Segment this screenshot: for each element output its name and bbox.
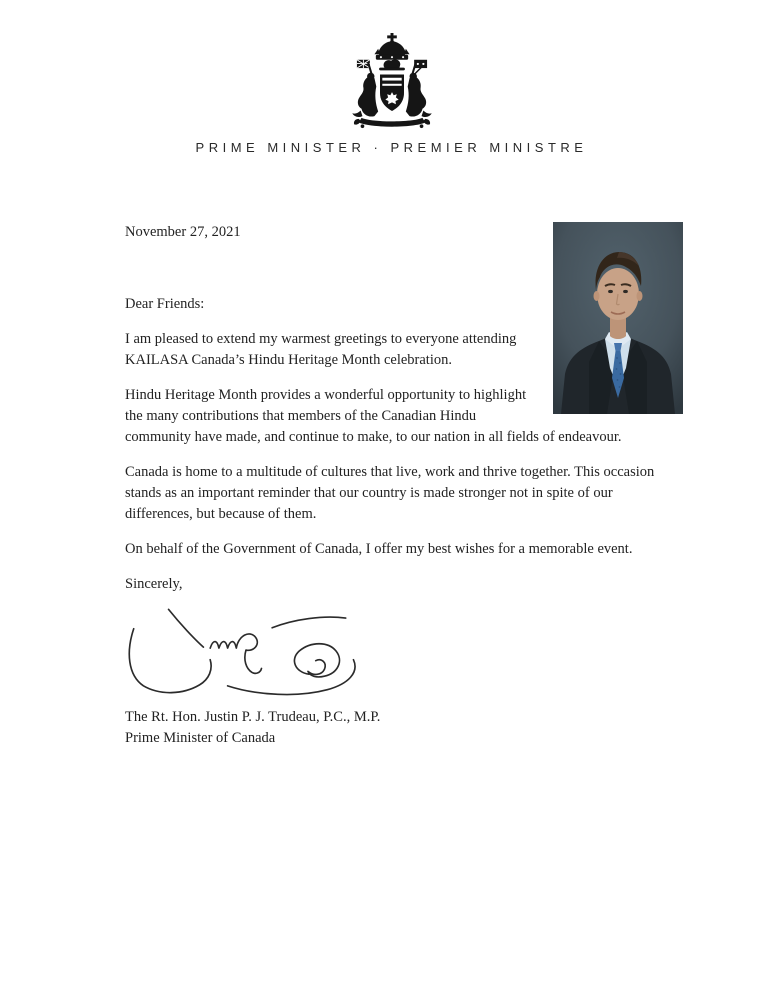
letter-paragraph-4: On behalf of the Government of Canada, I offer my best wishes for a memorable event. <box>125 541 633 557</box>
letter-date: November 27, 2021 <box>125 224 241 240</box>
signature <box>125 598 367 704</box>
letter-paragraph-1: I am pleased to extend my warmest greetings to everyone attending KAILASA Canada’s Hindu Heritage Month celebration. <box>125 331 517 368</box>
signatory-name: The Rt. Hon. Justin P. J. Trudeau, P.C., M.P. <box>125 709 381 725</box>
portrait-photo <box>553 222 683 414</box>
salutation: Dear Friends: <box>125 296 205 312</box>
closing: Sincerely, <box>125 576 183 592</box>
letter-paragraph-2: Hindu Heritage Month provides a wonderful opportunity to highlight the many contributions that members of the Canadian Hindu community have made, and continue to make, to our nation in all fields of endeavour. <box>125 387 622 445</box>
letterhead-title: PRIME MINISTER · PREMIER MINISTRE <box>195 140 588 155</box>
letterhead <box>0 33 783 134</box>
letter-body <box>125 215 683 749</box>
letter-paragraph-3: Canada is home to a multitude of cultures that live, work and thrive together. This occasion stands as an important reminder that our country is made stronger not in spite of our differences, but because of them. <box>125 464 655 522</box>
signatory-title: Prime Minister of Canada <box>125 730 276 746</box>
coat-of-arms-icon <box>345 33 439 129</box>
